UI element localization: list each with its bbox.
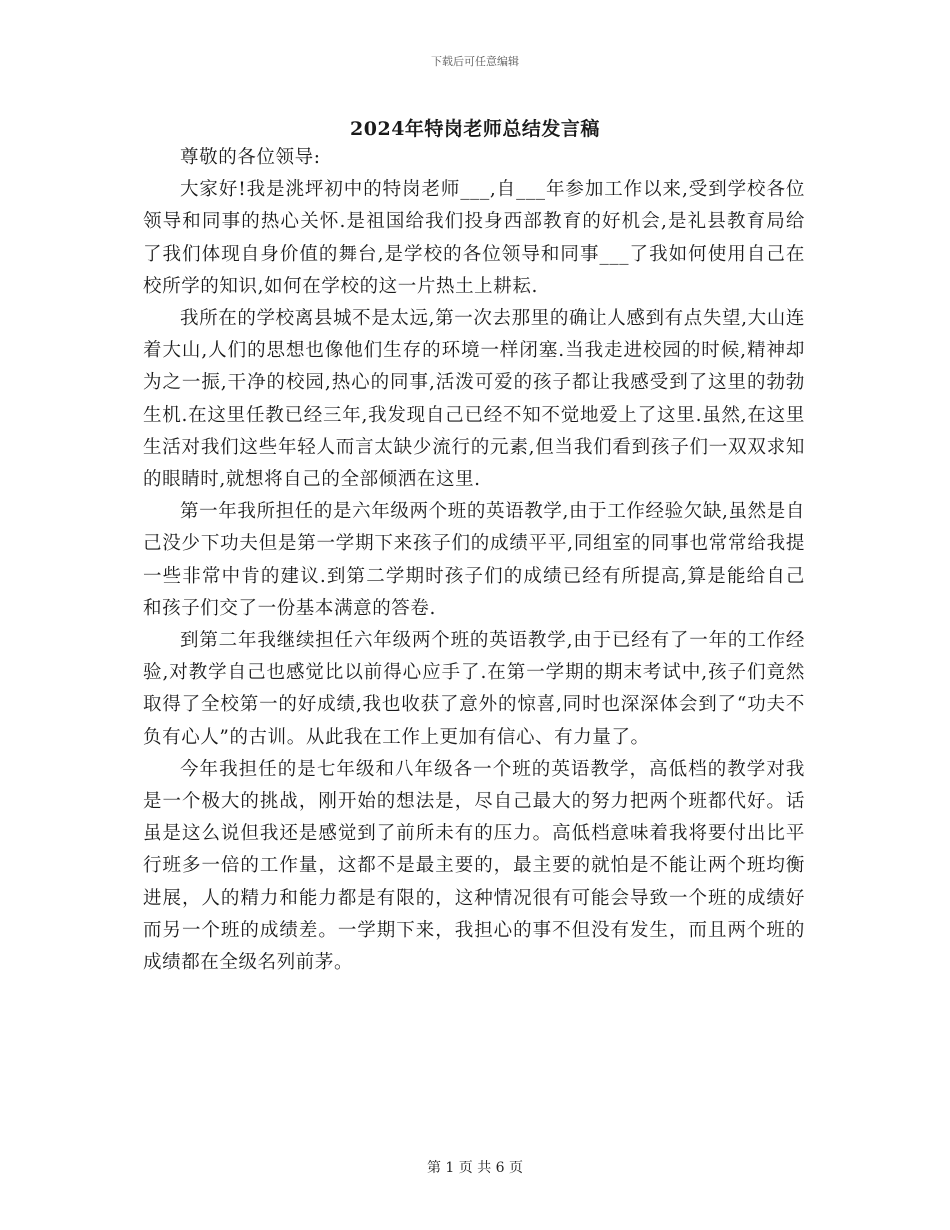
page-header-caption: 下载后可任意编辑 [431, 55, 519, 68]
paragraph-school: 我所在的学校离县城不是太远,第一次去那里的确让人感到有点失望,大山连着大山,人们的思想也像他们生存的环境一样闭塞.当我走进校园的时候,精神却为之一振,干净的校园,热心的同事,活泼可爱的孩子都让我感受到了这里的勃勃生机.在这里任教已经三年,我发现自己已经不知不觉地爱上了这里.虽然,在这里生活对我们这些年轻人而言太缺少流行的元素,但当我们看到孩子们一双双求知的眼睛时,就想将自己的全部倾洒在这里. [143, 308, 805, 491]
paragraph-first-year: 第一年我所担任的是六年级两个班的英语教学,由于工作经验欠缺,虽然是自己没少下功夫但是第一学期下来孩子们的成绩平平,同组室的同事也常常给我提一些非常中肯的建议.到第二学期时孩子们的成绩已经有所提高,算是能给自己和孩子们交了一份基本满意的答卷. [143, 501, 805, 619]
paragraph-second-year: 到第二年我继续担任六年级两个班的英语教学,由于已经有了一年的工作经验,对教学自己也感觉比以前得心应手了.在第一学期的期末考试中,孩子们竟然取得了全校第一的好成绩,我也收获了意外的惊喜,同时也深深体会到了“功夫不负有心人”的古训。从此我在工作上更加有信心、有力量了。 [143, 630, 805, 748]
document-body [143, 142, 805, 979]
paragraph-greeting: 大家好!我是洮坪初中的特岗老师___,自___年参加工作以来,受到学校各位领导和同事的热心关怀.是祖国给我们投身西部教育的好机会,是礼县教育局给了我们体现自身价值的舞台,是学校的各位领导和同事___了我如何使用自己在校所学的知识,如何在学校的这一片热土上耕耘. [143, 179, 805, 297]
salutation: 尊敬的各位领导: [180, 147, 321, 168]
page-number: 第 1 页 共 6 页 [426, 1160, 524, 1176]
document-title: 2024年特岗老师总结发言稿 [350, 118, 600, 140]
paragraph-this-year: 今年我担任的是七年级和八年级各一个班的英语教学，高低档的教学对我是一个极大的挑战，刚开始的想法是，尽自己最大的努力把两个班都代好。话虽是这么说但我还是感觉到了前所未有的压力。高低档意味着我将要付出比平行班多一倍的工作量，这都不是最主要的，最主要的就怕是不能让两个班均衡进展，人的精力和能力都是有限的，这种情况很有可能会导致一个班的成绩好而另一个班的成绩差。一学期下来，我担心的事不但没有发生，而且两个班的成绩都在全级名列前茅。 [143, 758, 805, 974]
